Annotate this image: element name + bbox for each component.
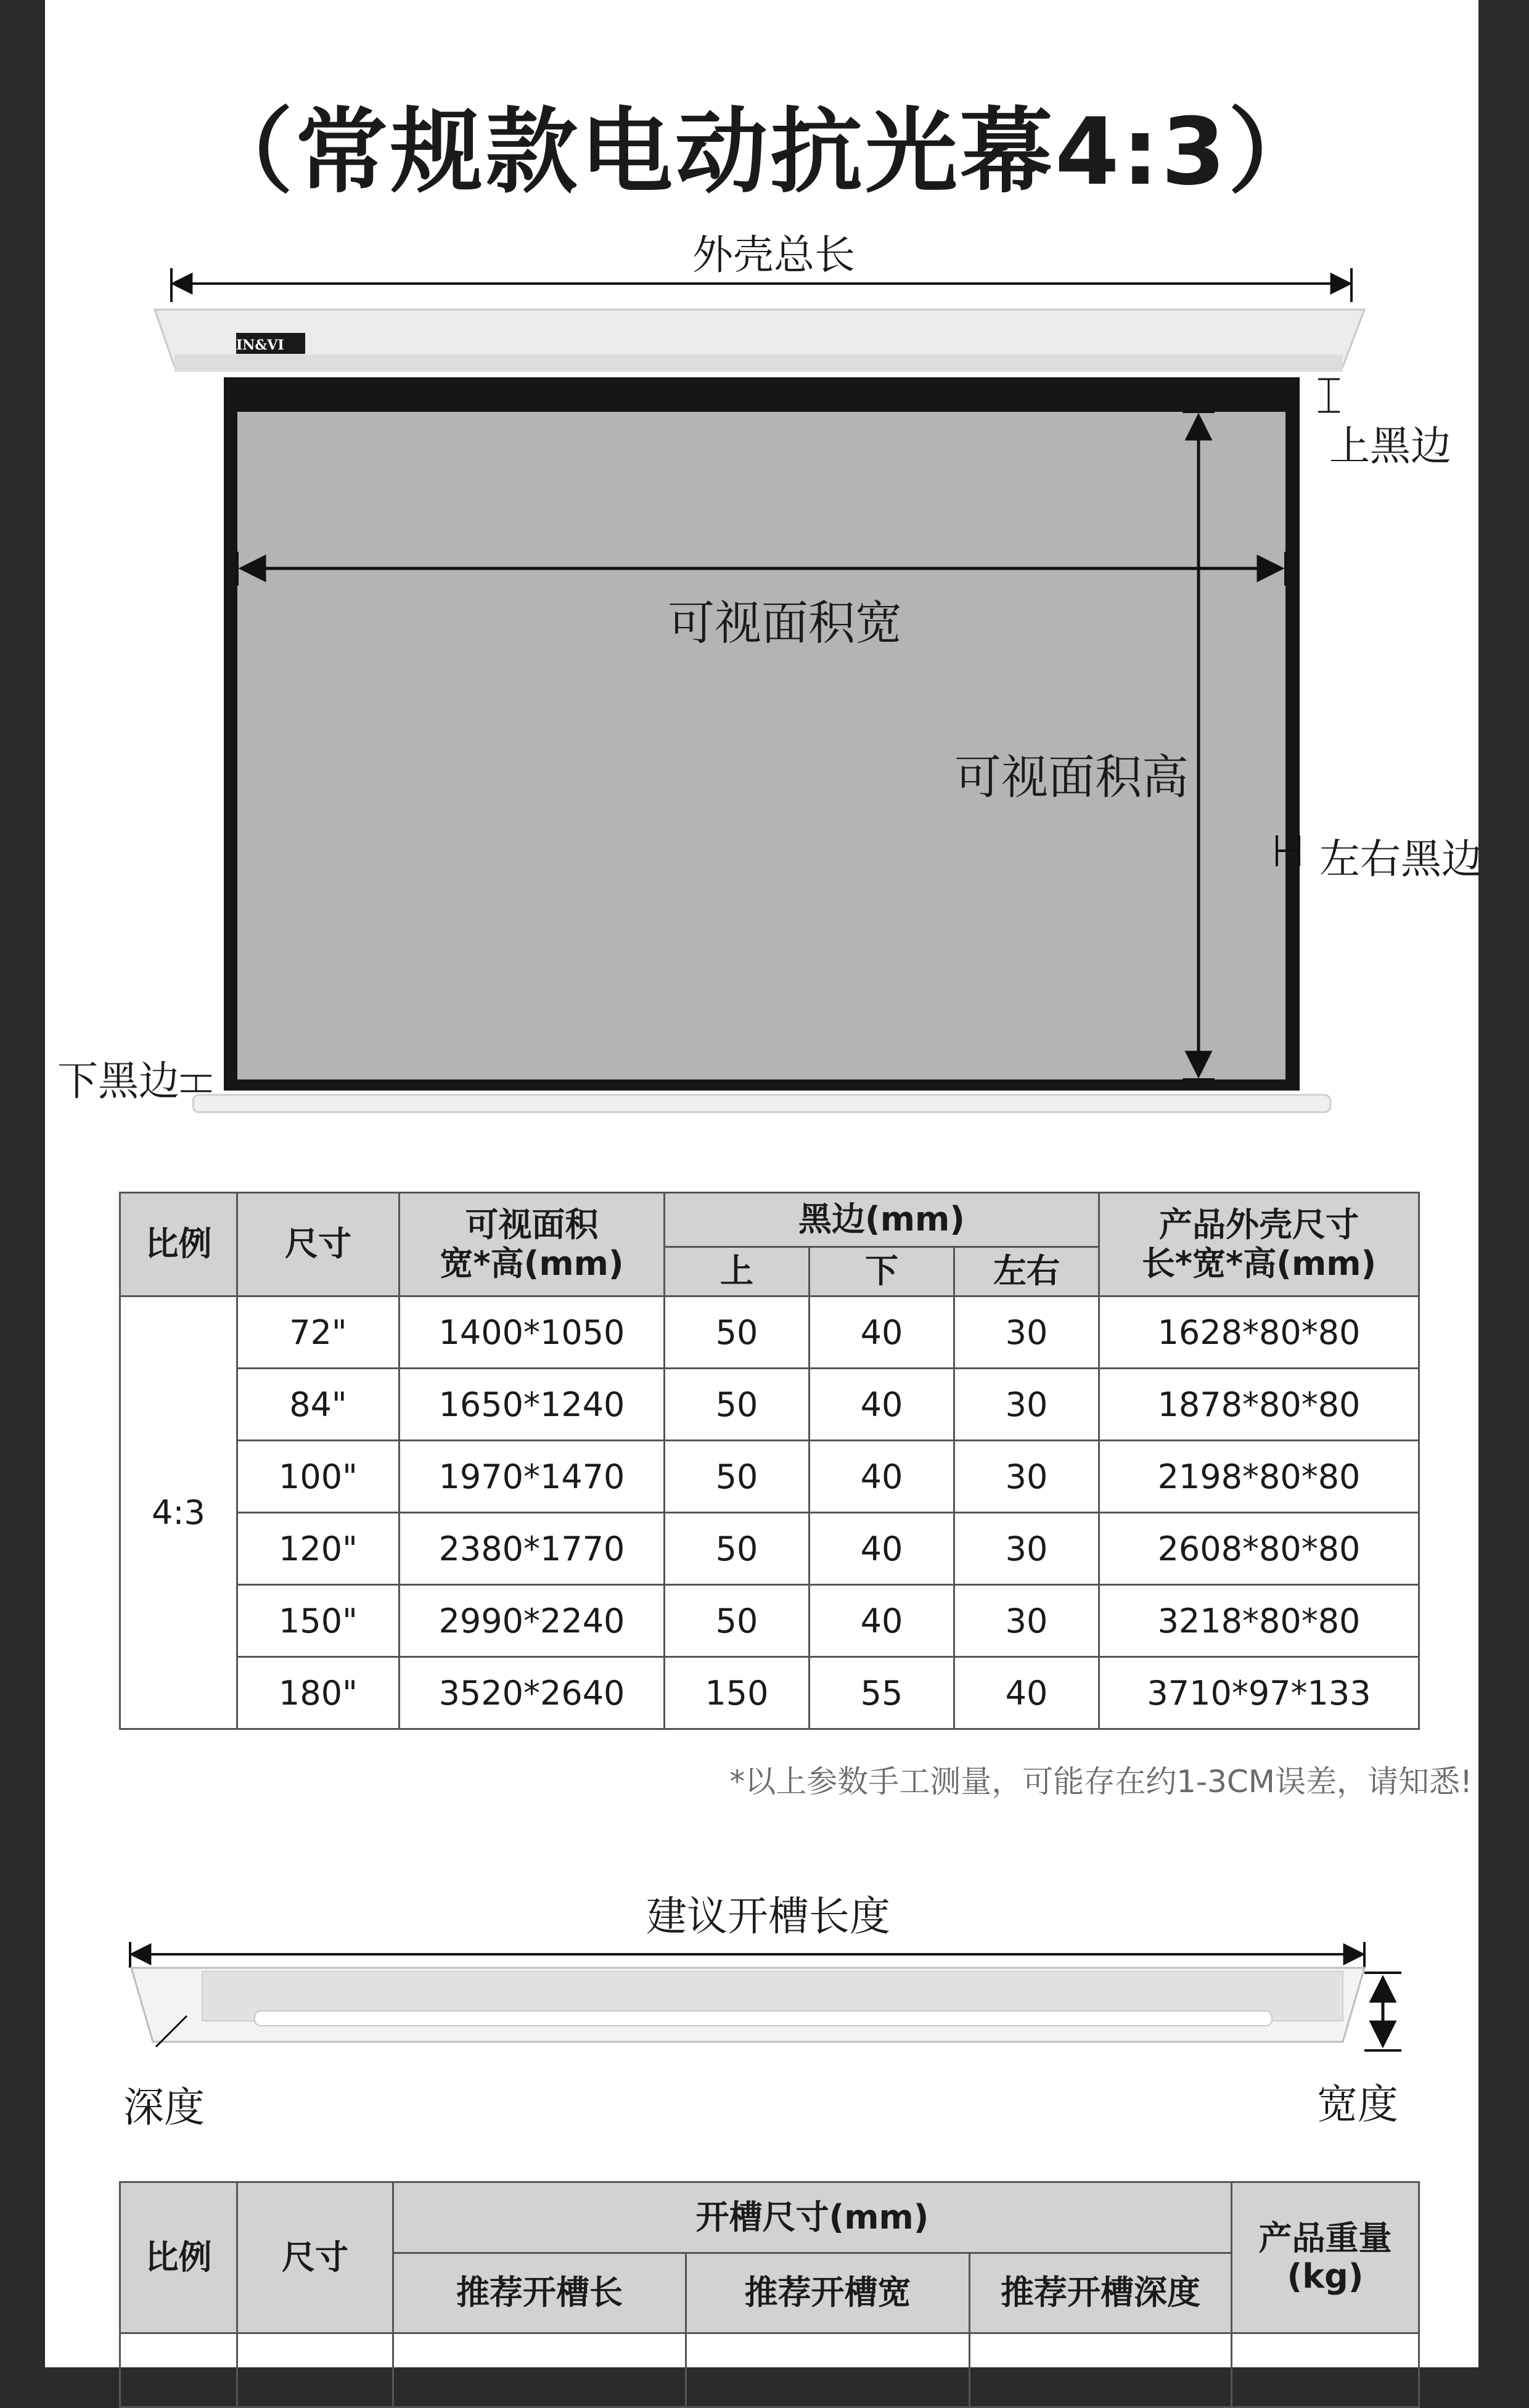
cell-size: 150" xyxy=(237,1585,400,1657)
cell-housing: 3218*80*80 xyxy=(1099,1585,1419,1657)
ratio-cell: 4:3 xyxy=(120,1296,237,1729)
bottom-weight-bar xyxy=(193,1095,1330,1112)
table-row xyxy=(120,1296,1419,1369)
viewable-width-label: 可视面积宽 xyxy=(668,596,902,650)
housing-length-label: 外壳总长 xyxy=(692,231,855,279)
col-size: 尺寸 xyxy=(237,2182,393,2333)
col-border-bottom: 下 xyxy=(810,1247,954,1296)
viewable-height-label: 可视面积高 xyxy=(954,750,1189,805)
cell-size: 180" xyxy=(237,1657,400,1729)
cell-bottom: 40 xyxy=(810,1369,954,1441)
table-row xyxy=(120,1369,1419,1441)
col-border-sides: 左右 xyxy=(954,1247,1099,1296)
col-border-top: 上 xyxy=(665,1247,810,1296)
cell-top: 50 xyxy=(665,1369,810,1441)
cell-top: 150 xyxy=(665,1657,810,1729)
cell-bottom: 55 xyxy=(810,1657,954,1729)
side-border-label: 左右黑边 xyxy=(1319,835,1482,883)
cell-top: 50 xyxy=(665,1513,810,1585)
cell-area: 3520*2640 xyxy=(400,1657,665,1729)
cell-sides: 30 xyxy=(954,1441,1099,1513)
cell-size: 100" xyxy=(237,1441,400,1513)
cell-housing: 2198*80*80 xyxy=(1099,1441,1419,1513)
slot-housing xyxy=(131,1968,1364,2042)
measurement-note: *以上参数手工测量，可能存在约1-3CM误差，请知悉! xyxy=(729,1764,1472,1800)
width-label: 宽度 xyxy=(1317,2081,1398,2128)
cell-bottom: 40 xyxy=(810,1296,954,1369)
table-row xyxy=(120,1585,1419,1657)
cell-bottom: 40 xyxy=(810,1585,954,1657)
screen-diagram xyxy=(45,0,1478,1141)
depth-label: 深度 xyxy=(123,2084,205,2131)
page-title: （常规款电动抗光幕4:3） xyxy=(200,99,1323,206)
cell-size: 84" xyxy=(237,1369,400,1441)
top-border-label: 上黑边 xyxy=(1329,422,1451,470)
table-row xyxy=(120,1441,1419,1513)
col-border: 黑边(mm) xyxy=(665,1193,1099,1247)
cell-area: 2380*1770 xyxy=(400,1513,665,1585)
cell-top: 50 xyxy=(665,1585,810,1657)
cell-sides: 30 xyxy=(954,1513,1099,1585)
size-spec-table xyxy=(119,1192,1420,1730)
bottom-border-label: 下黑边 xyxy=(57,1057,179,1105)
cell-housing: 3710*97*133 xyxy=(1099,1657,1419,1729)
cell-area: 1650*1240 xyxy=(400,1369,665,1441)
cell-size: 72" xyxy=(237,1296,400,1369)
cell-sides: 30 xyxy=(954,1369,1099,1441)
table-row xyxy=(120,1657,1419,1729)
cell-housing: 1628*80*80 xyxy=(1099,1296,1419,1369)
table-row xyxy=(120,1513,1419,1585)
cell-top: 50 xyxy=(665,1296,810,1369)
cell-bottom: 40 xyxy=(810,1441,954,1513)
col-size: 尺寸 xyxy=(237,1193,400,1296)
col-viewable: 可视面积 宽*高(mm) xyxy=(400,1193,665,1296)
col-weight: 产品重量 (kg) xyxy=(1232,2182,1419,2333)
col-ratio: 比例 xyxy=(120,2182,237,2333)
col-slot-depth: 推荐开槽深度 xyxy=(970,2253,1232,2333)
slot-length-label: 建议开槽长度 xyxy=(646,1893,890,1940)
slot-spec-table xyxy=(119,2181,1420,2408)
cell-area: 2990*2240 xyxy=(400,1585,665,1657)
cell-sides: 40 xyxy=(954,1657,1099,1729)
cell-top: 50 xyxy=(665,1441,810,1513)
cell-area: 1970*1470 xyxy=(400,1441,665,1513)
col-ratio: 比例 xyxy=(120,1193,237,1296)
col-housing: 产品外壳尺寸 长*宽*高(mm) xyxy=(1099,1193,1419,1296)
cell-sides: 30 xyxy=(954,1296,1099,1369)
table-row-partial xyxy=(120,2333,1419,2407)
col-slot: 开槽尺寸(mm) xyxy=(393,2182,1232,2253)
col-slot-width: 推荐开槽宽 xyxy=(686,2253,970,2333)
cell-bottom: 40 xyxy=(810,1513,954,1585)
col-slot-length: 推荐开槽长 xyxy=(393,2253,686,2333)
cell-area: 1400*1050 xyxy=(400,1296,665,1369)
cell-size: 120" xyxy=(237,1513,400,1585)
brand-logo-text: IN&VI xyxy=(236,337,284,353)
cell-housing: 1878*80*80 xyxy=(1099,1369,1419,1441)
product-spec-page xyxy=(45,0,1482,2367)
cell-housing: 2608*80*80 xyxy=(1099,1513,1419,1585)
cell-sides: 30 xyxy=(954,1585,1099,1657)
